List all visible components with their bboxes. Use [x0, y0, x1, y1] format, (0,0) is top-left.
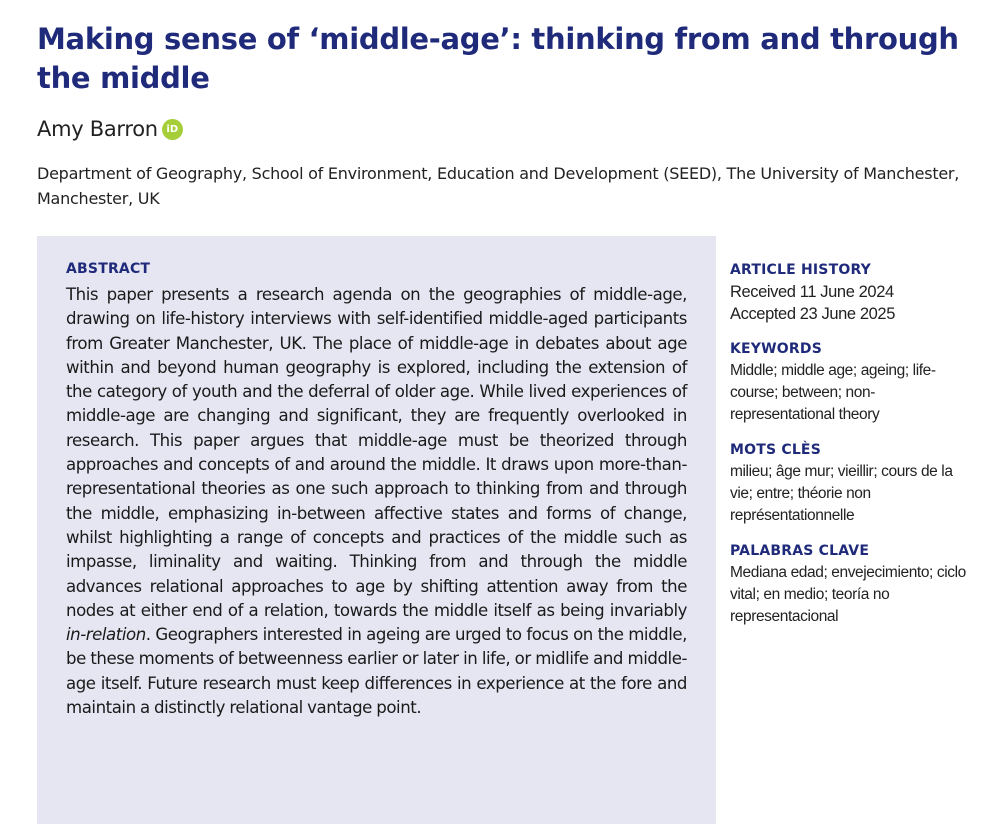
keywords-heading: KEYWORDS	[730, 341, 822, 357]
abstract-text-part-1: This paper presents a research agenda on the geographies of middle-age, drawing on life-history interviews with self-identified middle-aged participants from Greater Manchester, UK. The place of middle-age in debates about age within and beyond human geography is explored, including the extension of the category of youth and the deferral of older age. While lived experiences of middle-age are changing and significant, they are frequently overlooked in research. This paper argues that middle-age must be theorized through approaches and concepts of and around the middle. It draws upon more-than-representational theories as one such approach to thinking from and through the middle, emphasizing in-between affective states and forms of change, whilst highlighting a range of concepts and practices of the middle such as impasse, liminality and waiting. Thinking from and through the middle advances relational approaches to age by shifting attention away from the nodes at either end of a relation, towards the middle itself as being invariably	[66, 285, 687, 620]
article-title: Making sense of ‘middle-age’: thinking from and through the middle	[37, 22, 959, 95]
author-row	[37, 114, 183, 144]
mots-cles-heading: MOTS CLÈS	[730, 442, 821, 458]
mots-cles-section	[730, 441, 970, 527]
keywords-list: Middle; middle age; ageing; life-course; between; non-representational theory	[730, 362, 936, 423]
received-date: Received 11 June 2024	[730, 283, 894, 301]
author-affiliation: Department of Geography, School of Environment, Education and Development (SEED), The University of Manchester, Manchester, UK	[37, 164, 960, 208]
mots-cles-list: milieu; âge mur; vieillir; cours de la vie; entre; théorie non représentationnelle	[730, 463, 953, 524]
abstract-italic-term: in-relation	[66, 625, 146, 645]
article-history-section	[730, 261, 970, 325]
article-sidebar	[730, 261, 970, 643]
abstract-text	[66, 283, 687, 720]
orcid-icon[interactable]: iD	[162, 119, 183, 140]
abstract-heading: ABSTRACT	[66, 261, 151, 277]
article-history-heading: ARTICLE HISTORY	[730, 262, 871, 278]
palabras-clave-section	[730, 542, 970, 628]
palabras-clave-heading: PALABRAS CLAVE	[730, 543, 870, 559]
abstract-text-part-2: . Geographers interested in ageing are urged to focus on the middle, be these moments of betweenness earlier or later in life, or midlife and middle-age itself. Future research must keep differences in experience at the fore and maintain a distinctly relational vantage point.	[66, 625, 687, 718]
palabras-clave-list: Mediana edad; envejecimiento; ciclo vital; en medio; teoría no representacional	[730, 564, 966, 625]
abstract-box	[37, 236, 716, 824]
keywords-section	[730, 340, 970, 426]
accepted-date: Accepted 23 June 2025	[730, 305, 895, 323]
author-name[interactable]: Amy Barron	[37, 117, 158, 141]
